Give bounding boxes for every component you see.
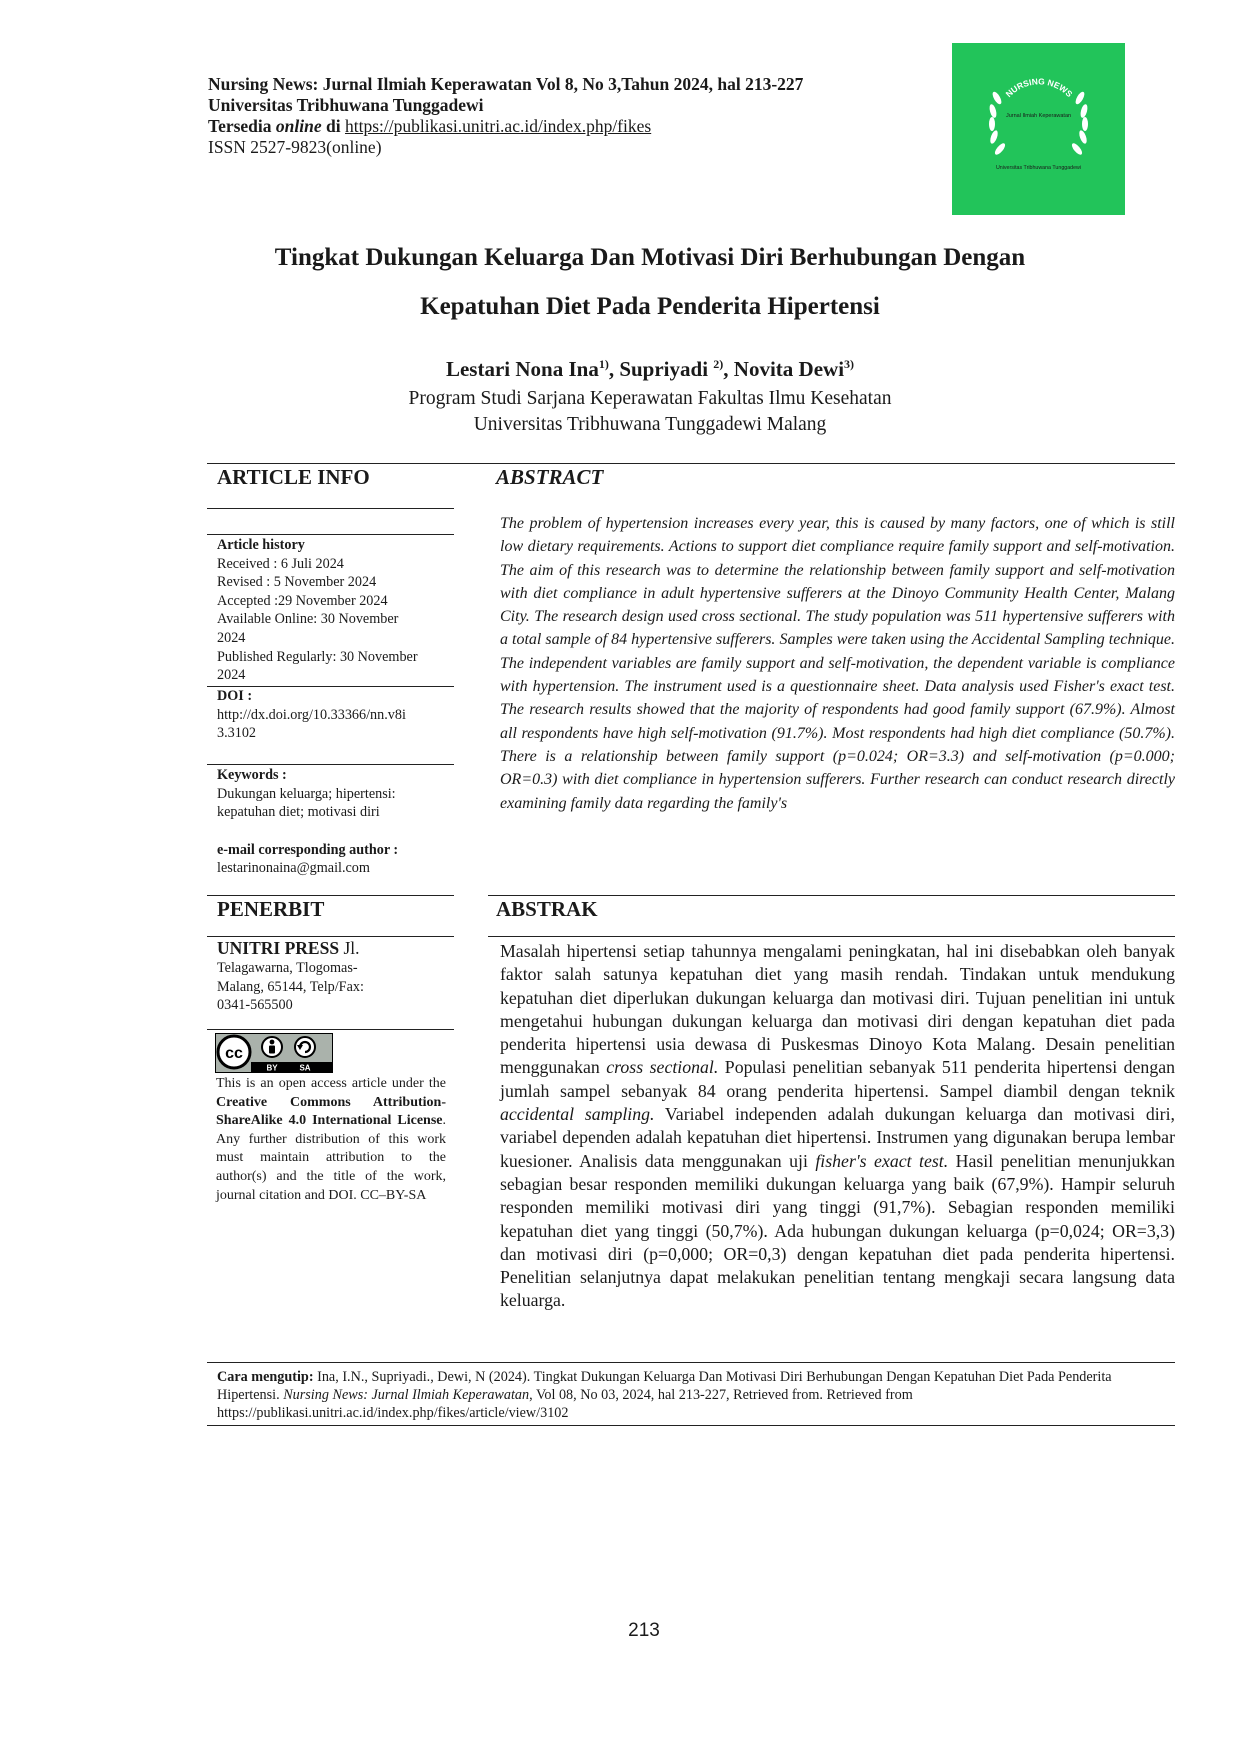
abstract-heading: ABSTRACT [496,465,604,489]
citation-label: Cara mengutip: [217,1369,314,1385]
badge-sa-label: SA [299,1063,311,1073]
citation-journal: Nursing News: Jurnal Ilmiah Keperawatan [283,1387,530,1403]
laurel-wreath-icon [952,43,1125,215]
license-text-2: . Any further distribution of this work must maintain attribution to the author(s) and the title of the work, journal citation and DOI. CC–BY-SA [216,1113,446,1203]
title-line-2: Kepatuhan Diet Pada Penderita Hipertensi [420,293,880,320]
history-rule [207,534,454,535]
author-3-mark: 3) [844,357,855,371]
abstrak-part-4: Hasil penelitian menunjukkan sebagian besar responden memiliki dukungan keluarga yang baik (67,9%). Hampir seluruh responden memiliki motivasi diri yang tinggi (91,7%). Sebagian responden memiliki kepatuhan diet yang tinggi (50,7%). Ada hubungan dukungan keluarga (p=0,024; OR=3,3) dan motivasi diri (p=0,000; OR=0,3) dengan kepatuhan diet pada penderita hipertensi. Penelitian selanjutnya dapat melakukan penelitian tentang mengkaji secara langsung data keluarga. [500,1150,1176,1311]
abstrak-part-3: Variabel independen adalah dukungan keluarga dan motivasi diri, variabel dependen adalah kepatuhan diet hipertensi. Instrumen yang digunakan berupa lembar kuesioner. Analisis data menggunakan uji [500,1104,1175,1171]
abstrak-part-2: Populasi penelitian sebanyak 511 penderita hipertensi dengan jumlah sampel sebanyak 84 orang penderita hipertensi. Sampel diambil dengan teknik [500,1057,1175,1101]
publisher-name-suffix: Jl. [343,938,360,958]
paper-title [180,233,1120,331]
abstrak-top-rule [488,895,1175,896]
journal-header [208,74,948,158]
available-date: Available Online: 30 November [217,611,399,628]
publisher-top-rule [207,895,454,896]
article-history [217,536,457,685]
citation-text-1: Ina, I.N., Supriyadi., Dewi, N (2024). Tingkat Dukungan Keluarga Dan Motivasi Diri Berhubungan Dengan Kepatuhan Diet Pada Penderita Hipertensi. [217,1369,1112,1403]
top-rule [207,463,1175,464]
author-2-mark: 2) [713,357,724,371]
license-text-1: This is an open access article under the [216,1076,446,1091]
badge-by-label: BY [266,1063,278,1073]
abstract-indonesian [500,940,1175,1313]
issn-line: ISSN 2527-9823(online) [208,137,382,157]
license-rule [207,1029,454,1030]
availability-line [208,116,948,137]
accepted-date: Accepted :29 November 2024 [217,592,388,609]
published-date: Published Regularly: 30 November [217,648,418,665]
affiliation-line-1: Program Studi Sarjana Keperawatan Fakultas Ilmu Kesehatan [408,388,892,409]
abstrak-italic-2: accidental sampling. [500,1104,655,1125]
author-1-mark: 1) [598,357,609,371]
citation-bottom-rule [207,1425,1175,1426]
title-line-1: Tingkat Dukungan Keluarga Dan Motivasi Diri Berhubungan Dengan [274,244,1026,271]
email-heading: e-mail corresponding author : [217,841,399,858]
publisher-address-2: Malang, 65144, Telp/Fax: [217,978,364,995]
doi-heading: DOI : [217,688,253,704]
affiliation-line-2: Universitas Tribhuwana Tunggadewi Malang [473,414,827,435]
share-alike-icon [295,1037,315,1057]
keywords-heading: Keywords : [217,767,287,783]
abstrak-italic-1: cross sectional. [606,1057,719,1078]
logo-subtitle: Jurnal Ilmiah Keperawatan [1005,113,1072,119]
available-online: online [275,116,322,136]
publisher-address-3: 0341-565500 [217,997,293,1014]
svg-text:cc: cc [225,1045,243,1062]
author-3: Novita Dewi [733,357,845,381]
logo-university: Universitas Tribhuwana Tunggadewi [995,165,1082,171]
abstract-english: The problem of hypertension increases every year, this is caused by many factors, one of which is still low dietary requirements. Actions to support diet compliance require family support and self-motivation. The aim of this research was to determine the relationship between family support and self-motivation with diet compliance in adult hypertensive sufferers at the Dinoyo Community Health Center, Malang City. The research design used cross sectional. The study population was 511 hypertensive sufferers with a total sample of 84 hypertensive sufferers. Samples were taken using the Accidental Sampling technique. The independent variables are family support and self-motivation, the dependent variable is compliance with hypertension. The instrument used is a questionnaire sheet. Data analysis used Fisher's exact test. The research results showed that the majority of respondents had good family support (67.9%). Almost all respondents have high self-motivation (91.7%). Most respondents had high diet compliance (50.7%). There is a relationship between family support (p=0.024; OR=3.3) and self-motivation (p=0.000; OR=0.3) with diet compliance in hypertension sufferers. Further research can conduct research directly examining family data regarding the family's [500,515,1175,812]
doi-block [217,687,457,743]
abstrak-rule [488,936,1175,937]
doi-link[interactable]: http://dx.doi.org/10.33366/nn.v8i [217,706,406,723]
publisher-name: UNITRI PRESS [217,938,340,958]
doi-link-cont[interactable]: 3.3102 [217,725,257,742]
article-info-rule [207,508,454,509]
abstrak-heading: ABSTRAK [496,897,598,921]
revised-date: Revised : 5 November 2024 [217,574,377,591]
article-info-heading: ARTICLE INFO [217,465,370,489]
citation-block [217,1368,1117,1422]
available-prefix: Tersedia [208,116,272,136]
university-line: Universitas Tribhuwana Tunggadewi [208,95,484,115]
keywords-rule [207,764,454,765]
citation-top-rule [207,1362,1175,1363]
journal-logo [952,43,1125,215]
journal-url-link[interactable]: https://publikasi.unitri.ac.id/index.php/fikes [344,116,652,136]
license-text [216,1075,446,1205]
publisher-address-1: Telagawarna, Tlogomas- [217,960,358,976]
publisher-heading: PENERBIT [217,897,325,921]
abstrak-part-1: Masalah hipertensi setiap tahunnya mengalami peningkatan, hal ini disebabkan oleh banyak faktor salah satunya kepatuhan diet yang masih rendah. Tindakan untuk mendukung kepatuhan diet diperlukan dukungan keluarga dan motivasi diri. Tujuan penelitian ini untuk mengetahui hubungan dukungan keluarga dan motivasi diri dengan kepatuhan diet pada penderita hipertensi usia dewasa di Puskesmas Dinoyo Kota Malang. Desain penelitian menggunakan [500,941,1175,1078]
available-date-year: 2024 [217,629,246,646]
keywords-block [217,766,457,878]
page-number: 213 [628,1620,660,1641]
history-heading: Article history [217,537,305,553]
affiliation [180,386,1120,438]
published-date-year: 2024 [217,667,246,684]
logo-arc-text: NURSING NEWS [1003,76,1075,100]
license-link[interactable]: Creative Commons Attribution-ShareAlike 4.0 International License [216,1094,446,1129]
keywords-line-2: kepatuhan diet; motivasi diri [217,804,380,821]
publisher-block [217,938,457,1015]
keywords-line-1: Dukungan keluarga; hipertensi: [217,785,396,802]
corresponding-email[interactable]: lestarinonaina@gmail.com [217,860,370,877]
cc-by-sa-badge [215,1033,333,1078]
abstrak-italic-3: fisher's exact test. [815,1150,949,1171]
available-di: di [326,116,341,136]
received-date: Received : 6 Juli 2024 [217,555,344,572]
journal-line: Nursing News: Jurnal Ilmiah Keperawatan Vol 8, No 3,Tahun 2024, hal 213-227 [208,74,804,94]
author-2: Supriyadi [619,357,709,381]
author-1: Lestari Nona Ina [445,357,599,381]
citation-text-2: , Vol 08, No 03, 2024, hal 213-227, Retrieved from. Retrieved from https://publikasi.unitri.ac.id/index.php/fikes/article/view/3102 [217,1387,913,1421]
author-list: Lestari Nona Ina$^{1)}$, Supriyadi $^{2)}$, Novita Dewi$^{3)}$ [445,357,855,381]
publisher-rule [207,936,454,937]
